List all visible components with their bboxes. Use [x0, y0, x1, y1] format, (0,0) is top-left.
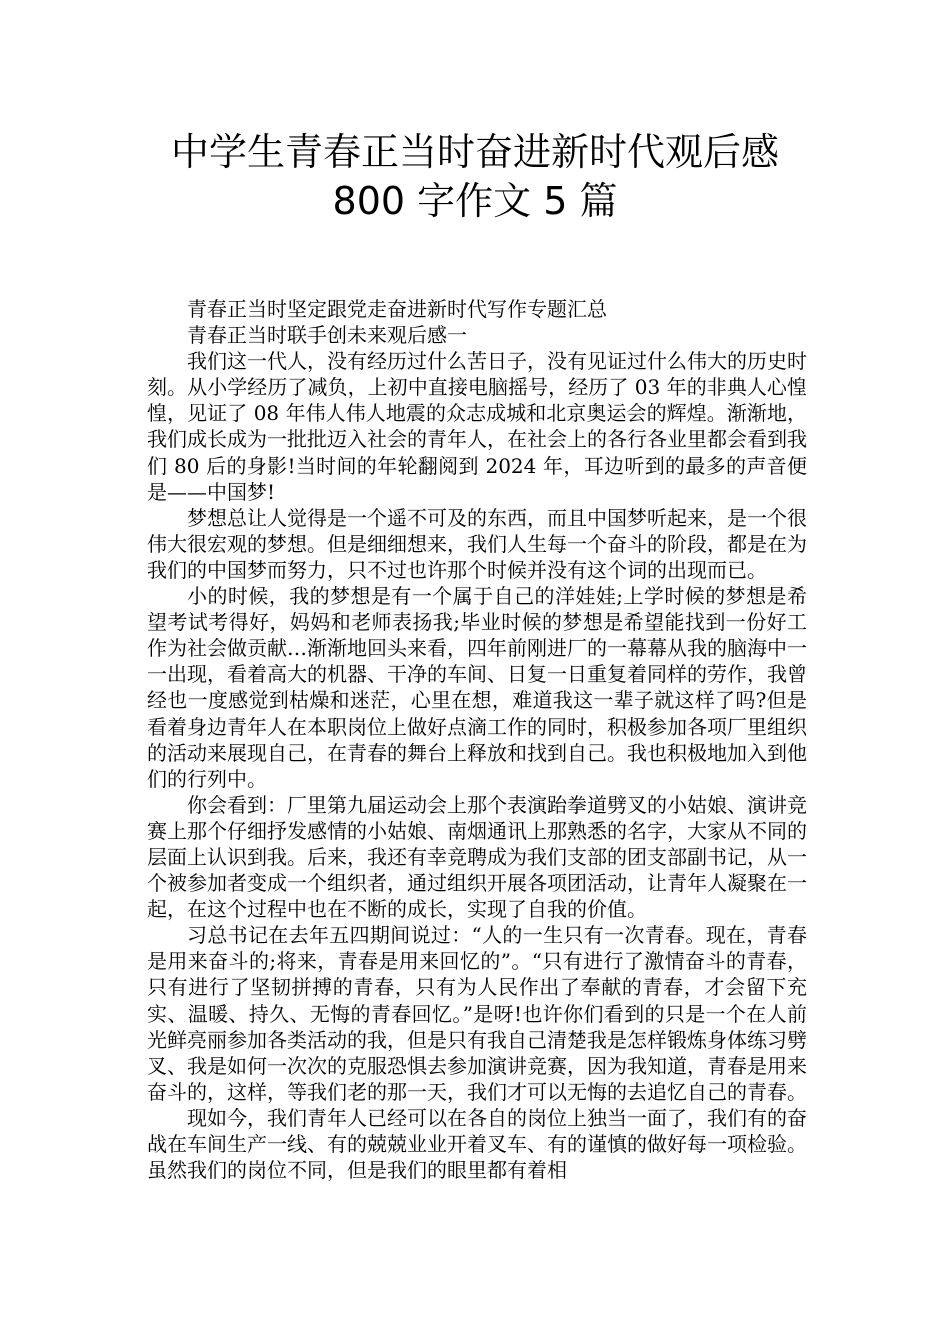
body-paragraph: 小的时候，我的梦想是有一个属于自己的洋娃娃;上学时候的梦想是希望考试考得好，妈妈和老师表扬我;毕业时候的梦想是希望能找到一份好工作为社会做贡献…渐渐地回头来看，四年前刚进厂的一幕幕从我的脑海中一一出现，看着高大的机器、干净的车间、日复一日重复着同样的劳作，我曾经也一度感觉到枯燥和迷茫，心里在想，难道我这一辈子就这样了吗?但是看着身边青年人在本职岗位上做好点滴工作的同时，积极参加各项厂里组织的活动来展现自己，在青春的舞台上释放和找到自己。我也积极地加入到他们的行列中。: [147, 584, 807, 791]
body-paragraph: 你会看到：厂里第九届运动会上那个表演跆拳道劈叉的小姑娘、演讲竞赛上那个仔细抒发感情的小姑娘、南烟通讯上那熟悉的名字，大家从不同的层面上认识到我。后来，我还有幸竞聘成为我们支部的团支部副书记，从一个被参加者变成一个组织者，通过组织开展各项团活动，让青年人凝聚在一起，在这个过程中也在不断的成长，实现了自我的价值。: [147, 792, 807, 922]
body-paragraph: 习总书记在去年五四期间说过：“人的一生只有一次青春。现在，青春是用来奋斗的;将来，青春是用来回忆的”。“只有进行了激情奋斗的青春，只有进行了坚韧拼搏的青春，只有为人民作出了奉献的青春，才会留下充实、温暖、持久、无悔的青春回忆。”是呀!也许你们看到的只是一个在人前光鲜亮丽参加各类活动的我，但是只有我自己清楚我是怎样锻炼身体练习劈叉、我是如何一次次的克服恐惧去参加演讲竞赛，因为我知道，青春是用来奋斗的，这样，等我们老的那一天，我们才可以无悔的去追忆自己的青春。: [147, 923, 807, 1104]
document-body: [147, 296, 807, 1183]
body-paragraph: 梦想总让人觉得是一个遥不可及的东西，而且中国梦听起来，是一个很伟大很宏观的梦想。但是细细想来，我们人生每一个奋斗的阶段，都是在为我们的中国梦而努力，只不过也许那个时候并没有这个词的出现而已。: [147, 505, 807, 582]
document-title-line-1: 中学生青春正当时奋进新时代观后感: [170, 130, 779, 174]
section-heading: 青春正当时联手创未来观后感一: [187, 323, 467, 348]
body-paragraph: 我们这一代人，没有经历过什么苦日子，没有见证过什么伟大的历史时刻。从小学经历了减负，上初中直接电脑摇号，经历了 03 年的非典人心惶惶，见证了 08 年伟人伟人地震的众志成城和北京奥运会的辉煌。渐渐地，我们成长成为一批批迈入社会的青年人，在社会上的各行各业里都会看到我们 80 后的身影!当时间的年轮翻阅到 2024 年，耳边听到的最多的声音便是——中国梦!: [147, 349, 807, 504]
document-title-line-2: 800 字作文 5 篇: [332, 179, 618, 223]
topic-line: 青春正当时坚定跟党走奋进新时代写作专题汇总: [187, 297, 607, 321]
body-paragraph: 现如今，我们青年人已经可以在各自的岗位上独当一面了，我们有的奋战在车间生产一线、有的兢兢业业开着叉车、有的谨慎的做好每一项检验。虽然我们的岗位不同，但是我们的眼里都有着相: [147, 1105, 807, 1183]
